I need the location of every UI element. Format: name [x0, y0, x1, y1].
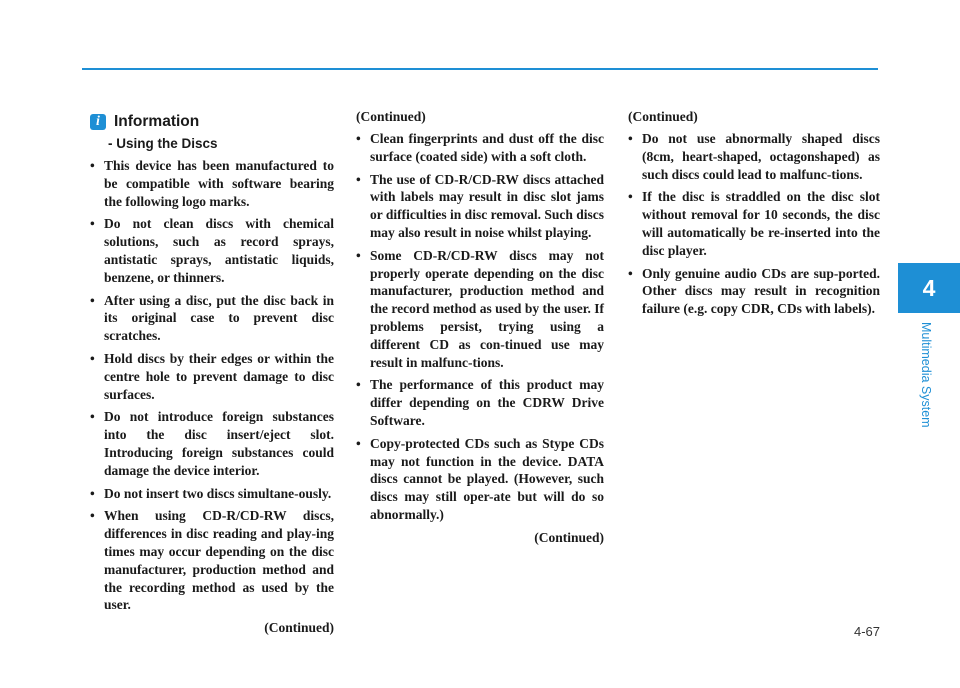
info-heading — [90, 108, 334, 136]
column-2 — [356, 108, 604, 547]
info-title: Information — [114, 113, 200, 130]
list-item: • Hold discs by their edges or within the centre hole to prevent damage to disc surfaces. — [90, 350, 334, 403]
list-item: • Do not introduce foreign substances into the disc insert/eject slot. Introducing foreign substances could damage the device interior. — [90, 408, 334, 479]
continued-header: (Continued) — [628, 109, 698, 124]
bullet-list — [356, 130, 604, 524]
list-item: • This device has been manufactured to be compatible with software bearing the following logo marks. — [90, 157, 334, 210]
list-item: • Some CD-R/CD-RW discs may not properly operate depending on the disc manufacturer, production method and the record method as used by the user. If problems persist, trying using a different CD as con-tinued use may result in malfunc-tions. — [356, 247, 604, 372]
chapter-title: Multimedia System — [919, 322, 933, 428]
list-item: • Do not clean discs with chemical solutions, such as record sprays, antistatic sprays, antistatic liquids, benzene, or thinners. — [90, 215, 334, 286]
column-3 — [628, 108, 880, 323]
column-1 — [90, 108, 334, 637]
list-item: • Copy-protected CDs such as Stype CDs may not function in the device. DATA discs cannot be played. (However, such discs may still oper-ate but will do so abnormally.) — [356, 435, 604, 524]
list-item: • When using CD-R/CD-RW discs, differences in disc reading and play-ing times may occur depending on the disc manufacturer, production method and the recording method as used by the user. — [90, 507, 334, 614]
continued-footer: (Continued) — [534, 529, 604, 545]
chapter-number: 4 — [922, 274, 936, 301]
list-item: • Only genuine audio CDs are sup-ported. Other discs may result in recognition failure (e.g. copy CDR, CDs with labels). — [628, 265, 880, 318]
page-number: 4-67 — [853, 624, 880, 639]
bullet-list — [90, 157, 334, 614]
list-item: • After using a disc, put the disc back in its original case to prevent disc scratches. — [90, 292, 334, 345]
list-item: • The use of CD-R/CD-RW discs attached with labels may result in disc slot jams or difficulties in disc removal. Such discs may also result in noise whilst playing. — [356, 171, 604, 242]
list-item: • The performance of this product may differ depending on the CDRW Drive Software. — [356, 376, 604, 429]
list-item: • If the disc is straddled on the disc slot without removal for 10 seconds, the disc will automatically be re-inserted into the disc player. — [628, 188, 880, 259]
continued-footer: (Continued) — [264, 620, 334, 636]
list-item: • Clean fingerprints and dust off the disc surface (coated side) with a soft cloth. — [356, 130, 604, 166]
list-item: • Do not use abnormally shaped discs (8cm, heart-shaped, octagonshaped) as such discs could lead to malfunc-tions. — [628, 130, 880, 183]
info-subtitle: - Using the Discs — [108, 136, 218, 151]
header-rule — [82, 68, 878, 70]
list-item: • Do not insert two discs simultane-ously. — [90, 485, 334, 503]
bullet-list — [628, 130, 880, 318]
continued-header: (Continued) — [356, 109, 426, 124]
chapter-tab — [898, 263, 960, 313]
info-icon: i — [90, 114, 106, 130]
